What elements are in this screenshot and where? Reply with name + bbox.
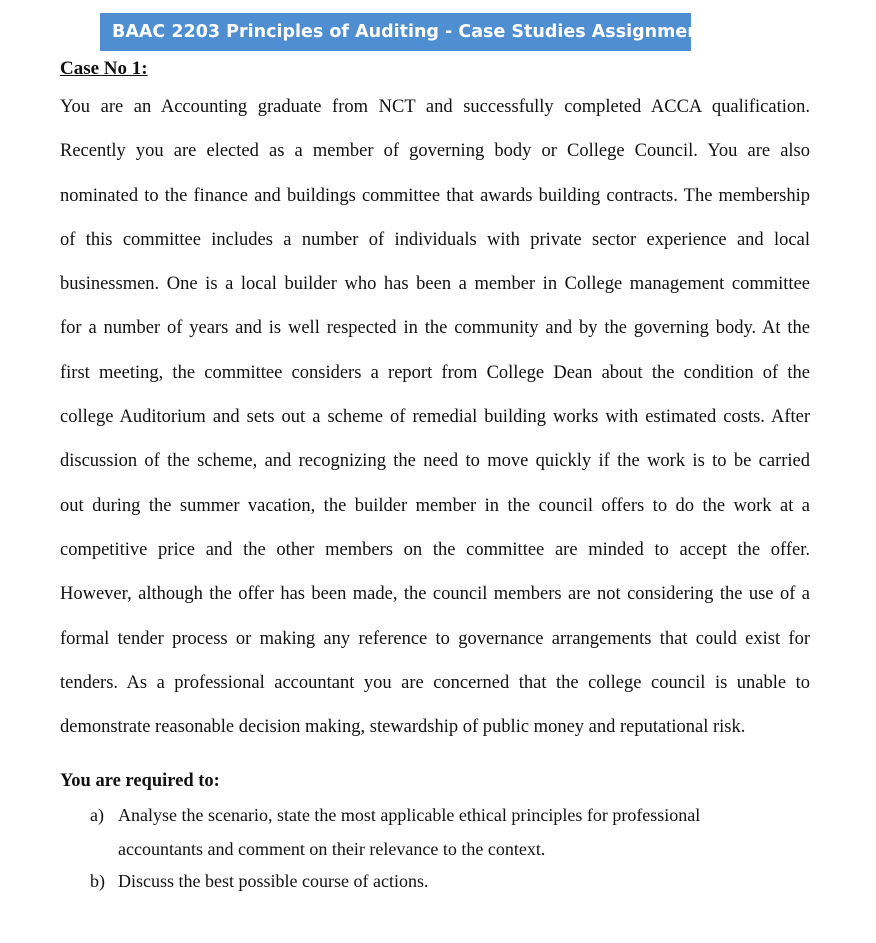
scenario-line: businessmen. One is a local builder who has been a member in College management committee xyxy=(60,274,810,295)
scenario-line: formal tender process or making any reference to governance arrangements that could exist for xyxy=(60,628,810,649)
case-heading: Case No 1: xyxy=(60,58,148,79)
scenario-line: You are an Accounting graduate from NCT and successfully completed ACCA qualification. xyxy=(60,97,810,117)
task-text: Analyse the scenario, state the most applicable ethical principles for professional xyxy=(118,805,701,825)
task-text: Discuss the best possible course of actions. xyxy=(118,871,429,891)
scenario-line: competitive price and the other members on the committee are minded to accept the offer. xyxy=(60,539,810,560)
task-marker: b) xyxy=(90,871,105,891)
task-marker: a) xyxy=(90,805,104,825)
scenario-line: first meeting, the committee considers a report from College Dean about the condition of the xyxy=(60,362,810,383)
assignment-title-banner: BAAC 2203 Principles of Auditing - Case Studies Assignment xyxy=(100,13,691,51)
task-b xyxy=(90,871,428,892)
scenario-line: for a number of years and is well respected in the community and by the governing body. At the xyxy=(60,318,810,339)
scenario-line: However, although the offer has been made, the council members are not considering the use of a xyxy=(60,584,810,605)
scenario-line: college Auditorium and sets out a scheme of remedial building works with estimated costs. After xyxy=(60,407,810,428)
scenario-paragraph xyxy=(60,95,810,759)
task-a xyxy=(90,805,700,826)
scenario-line: tenders. As a professional accountant you are concerned that the college council is unable to xyxy=(60,672,810,693)
scenario-line: discussion of the scheme, and recognizing the need to move quickly if the work is to be carried xyxy=(60,451,810,472)
requirements-heading: You are required to: xyxy=(60,771,220,791)
scenario-line: nominated to the finance and buildings committee that awards building contracts. The membership xyxy=(60,185,810,206)
scenario-line: demonstrate reasonable decision making, stewardship of public money and reputational risk. xyxy=(60,717,746,738)
scenario-line: of this committee includes a number of individuals with private sector experience and local xyxy=(60,229,810,250)
scenario-line: out during the summer vacation, the builder member in the council offers to do the work at a xyxy=(60,495,810,516)
scenario-line: Recently you are elected as a member of governing body or College Council. You are also xyxy=(60,141,810,162)
task-a-continuation: accountants and comment on their relevance to the context. xyxy=(118,839,546,859)
